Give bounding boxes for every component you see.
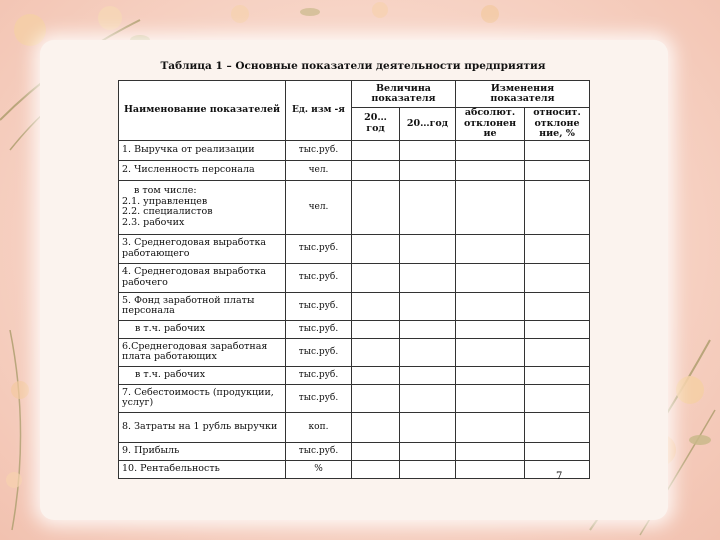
row-name: 6.Среднегодовая заработная плата работающих [119,338,286,366]
row-unit: тыс.руб. [286,292,352,320]
header-year1: 20…год [352,108,400,141]
header-abs-change: абсолют. отклонен ие [456,108,525,141]
header-year2: 20…год [400,108,456,141]
table-row [119,263,590,292]
header-unit: Ед. изм -я [286,81,352,141]
table-row [119,460,590,478]
row-name: 4. Среднегодовая выработка рабочего [119,263,286,292]
row-name: 1. Выручка от реализации [119,140,286,160]
header-rel-change: относит. отклоне ние, % [525,108,590,141]
row-unit: чел. [286,160,352,180]
sub-intro: в том числе: [134,185,197,196]
row-unit: тыс.руб. [286,140,352,160]
table-row [119,366,590,384]
table-row [119,338,590,366]
table-row [119,180,590,234]
header-name: Наименование показателей [119,81,286,141]
row-name: 10. Рентабельность [119,460,286,478]
row-name-subitems [119,180,286,234]
row-unit: тыс.руб. [286,384,352,412]
sub-item: 2.1. управленцев [122,195,208,207]
header-change-group: Изменения показателя [456,81,590,108]
table-row [119,234,590,263]
row-unit: тыс.руб. [286,366,352,384]
row-unit: тыс.руб. [286,442,352,460]
table-row [119,140,590,160]
header-row [119,81,590,108]
table-row [119,412,590,442]
row-unit: тыс.руб. [286,234,352,263]
row-name: 9. Прибыль [119,442,286,460]
page-number: 7 [556,471,563,482]
table-row [119,160,590,180]
row-name: в т.ч. рабочих [119,366,286,384]
header-value-group: Величина показателя [352,81,456,108]
table-row [119,320,590,338]
table-title: Таблица 1 – Основные показатели деятельности предприятия [160,60,546,72]
row-unit: тыс.руб. [286,338,352,366]
table-row [119,292,590,320]
row-unit: % [286,460,352,478]
sub-item: 2.2. специалистов [122,206,213,217]
table-row [119,384,590,412]
row-name: 5. Фонд заработной платы персонала [119,292,286,320]
row-unit: чел. [286,180,352,234]
row-name: в т.ч. рабочих [119,320,286,338]
row-unit: коп. [286,412,352,442]
row-name: 3. Среднегодовая выработка работающего [119,234,286,263]
row-unit: тыс.руб. [286,320,352,338]
table-row [119,442,590,460]
row-unit: тыс.руб. [286,263,352,292]
indicators-table [118,80,590,479]
row-name: 8. Затраты на 1 рубль выручки [119,412,286,442]
row-name: 2. Численность персонала [119,160,286,180]
sub-item: 2.3. рабочих [122,216,185,228]
row-name: 7. Себестоимость (продукции, услуг) [119,384,286,412]
